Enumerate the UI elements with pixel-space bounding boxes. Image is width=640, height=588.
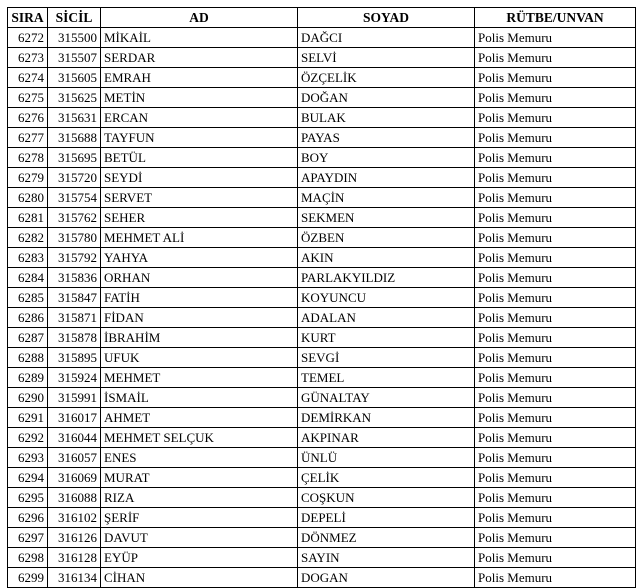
table-row xyxy=(8,48,636,68)
cell-sicil: 315605 xyxy=(48,68,101,88)
table-header-row xyxy=(8,8,636,28)
cell-soyad: AKIN xyxy=(298,248,475,268)
cell-sira: 6281 xyxy=(8,208,48,228)
cell-soyad: GÜNALTAY xyxy=(298,388,475,408)
cell-sicil: 316134 xyxy=(48,568,101,588)
cell-ad: MEHMET ALİ xyxy=(101,228,298,248)
cell-sira: 6283 xyxy=(8,248,48,268)
cell-sira: 6297 xyxy=(8,528,48,548)
cell-soyad: ÖZBEN xyxy=(298,228,475,248)
cell-sicil: 316102 xyxy=(48,508,101,528)
cell-soyad: SAYIN xyxy=(298,548,475,568)
cell-rutbe: Polis Memuru xyxy=(475,508,636,528)
cell-rutbe: Polis Memuru xyxy=(475,308,636,328)
cell-soyad: TEMEL xyxy=(298,368,475,388)
cell-sicil: 316088 xyxy=(48,488,101,508)
cell-ad: MURAT xyxy=(101,468,298,488)
cell-ad: TAYFUN xyxy=(101,128,298,148)
table-row xyxy=(8,248,636,268)
table-row xyxy=(8,88,636,108)
cell-sira: 6273 xyxy=(8,48,48,68)
cell-sicil: 316044 xyxy=(48,428,101,448)
cell-rutbe: Polis Memuru xyxy=(475,348,636,368)
cell-sicil: 315792 xyxy=(48,248,101,268)
cell-rutbe: Polis Memuru xyxy=(475,268,636,288)
cell-sira: 6288 xyxy=(8,348,48,368)
cell-sira: 6295 xyxy=(8,488,48,508)
table-row xyxy=(8,408,636,428)
cell-sicil: 315500 xyxy=(48,28,101,48)
cell-sicil: 315895 xyxy=(48,348,101,368)
cell-ad: ERCAN xyxy=(101,108,298,128)
cell-soyad: APAYDIN xyxy=(298,168,475,188)
cell-ad: EMRAH xyxy=(101,68,298,88)
table-row xyxy=(8,348,636,368)
cell-rutbe: Polis Memuru xyxy=(475,128,636,148)
cell-soyad: SEVGİ xyxy=(298,348,475,368)
cell-sira: 6274 xyxy=(8,68,48,88)
cell-rutbe: Polis Memuru xyxy=(475,448,636,468)
cell-rutbe: Polis Memuru xyxy=(475,248,636,268)
cell-ad: SEHER xyxy=(101,208,298,228)
cell-sira: 6292 xyxy=(8,428,48,448)
cell-sicil: 315762 xyxy=(48,208,101,228)
cell-ad: YAHYA xyxy=(101,248,298,268)
table-row xyxy=(8,208,636,228)
cell-ad: MEHMET SELÇUK xyxy=(101,428,298,448)
cell-ad: DAVUT xyxy=(101,528,298,548)
cell-rutbe: Polis Memuru xyxy=(475,548,636,568)
cell-ad: BETÜL xyxy=(101,148,298,168)
header-sira: SIRA xyxy=(8,8,48,28)
table-row xyxy=(8,328,636,348)
cell-sira: 6282 xyxy=(8,228,48,248)
cell-sicil: 315507 xyxy=(48,48,101,68)
cell-sira: 6276 xyxy=(8,108,48,128)
document-page xyxy=(7,7,635,588)
cell-rutbe: Polis Memuru xyxy=(475,168,636,188)
cell-ad: İSMAİL xyxy=(101,388,298,408)
cell-soyad: PARLAKYILDIZ xyxy=(298,268,475,288)
table-row xyxy=(8,388,636,408)
cell-sira: 6279 xyxy=(8,168,48,188)
cell-soyad: BOY xyxy=(298,148,475,168)
table-row xyxy=(8,308,636,328)
table-row xyxy=(8,368,636,388)
cell-sira: 6298 xyxy=(8,548,48,568)
table-row xyxy=(8,148,636,168)
cell-ad: RIZA xyxy=(101,488,298,508)
cell-ad: FATİH xyxy=(101,288,298,308)
cell-soyad: KURT xyxy=(298,328,475,348)
cell-sira: 6296 xyxy=(8,508,48,528)
cell-soyad: BULAK xyxy=(298,108,475,128)
cell-rutbe: Polis Memuru xyxy=(475,208,636,228)
cell-sira: 6285 xyxy=(8,288,48,308)
table-row xyxy=(8,468,636,488)
cell-rutbe: Polis Memuru xyxy=(475,408,636,428)
cell-sicil: 315688 xyxy=(48,128,101,148)
cell-sira: 6275 xyxy=(8,88,48,108)
cell-sicil: 315625 xyxy=(48,88,101,108)
cell-sira: 6289 xyxy=(8,368,48,388)
cell-rutbe: Polis Memuru xyxy=(475,108,636,128)
cell-rutbe: Polis Memuru xyxy=(475,68,636,88)
cell-ad: İBRAHİM xyxy=(101,328,298,348)
cell-rutbe: Polis Memuru xyxy=(475,88,636,108)
cell-rutbe: Polis Memuru xyxy=(475,528,636,548)
cell-ad: CİHAN xyxy=(101,568,298,588)
cell-sicil: 315871 xyxy=(48,308,101,328)
cell-sira: 6280 xyxy=(8,188,48,208)
table-row xyxy=(8,228,636,248)
cell-rutbe: Polis Memuru xyxy=(475,428,636,448)
cell-rutbe: Polis Memuru xyxy=(475,48,636,68)
cell-ad: FİDAN xyxy=(101,308,298,328)
cell-rutbe: Polis Memuru xyxy=(475,488,636,508)
table-row xyxy=(8,188,636,208)
cell-soyad: DOGAN xyxy=(298,568,475,588)
cell-sicil: 315631 xyxy=(48,108,101,128)
cell-sicil: 316057 xyxy=(48,448,101,468)
cell-soyad: DEMİRKAN xyxy=(298,408,475,428)
table-row xyxy=(8,288,636,308)
header-soyad: SOYAD xyxy=(298,8,475,28)
cell-soyad: ÖZÇELİK xyxy=(298,68,475,88)
cell-sira: 6293 xyxy=(8,448,48,468)
cell-sicil: 315780 xyxy=(48,228,101,248)
cell-soyad: SEKMEN xyxy=(298,208,475,228)
cell-sicil: 315878 xyxy=(48,328,101,348)
cell-sicil: 315924 xyxy=(48,368,101,388)
table-row xyxy=(8,488,636,508)
cell-sicil: 316128 xyxy=(48,548,101,568)
cell-soyad: KOYUNCU xyxy=(298,288,475,308)
cell-rutbe: Polis Memuru xyxy=(475,148,636,168)
table-row xyxy=(8,508,636,528)
cell-rutbe: Polis Memuru xyxy=(475,188,636,208)
header-rutbe: RÜTBE/UNVAN xyxy=(475,8,636,28)
cell-sira: 6278 xyxy=(8,148,48,168)
cell-rutbe: Polis Memuru xyxy=(475,228,636,248)
cell-ad: AHMET xyxy=(101,408,298,428)
cell-soyad: ADALAN xyxy=(298,308,475,328)
cell-ad: ORHAN xyxy=(101,268,298,288)
cell-sira: 6277 xyxy=(8,128,48,148)
cell-sicil: 316017 xyxy=(48,408,101,428)
cell-sira: 6291 xyxy=(8,408,48,428)
cell-rutbe: Polis Memuru xyxy=(475,368,636,388)
cell-rutbe: Polis Memuru xyxy=(475,288,636,308)
table-row xyxy=(8,528,636,548)
table-row xyxy=(8,268,636,288)
cell-sira: 6290 xyxy=(8,388,48,408)
cell-sira: 6287 xyxy=(8,328,48,348)
cell-sicil: 315695 xyxy=(48,148,101,168)
table-row xyxy=(8,568,636,588)
cell-sira: 6299 xyxy=(8,568,48,588)
cell-soyad: DOĞAN xyxy=(298,88,475,108)
table-row xyxy=(8,168,636,188)
cell-soyad: ÇELİK xyxy=(298,468,475,488)
cell-sicil: 316069 xyxy=(48,468,101,488)
cell-ad: SERDAR xyxy=(101,48,298,68)
cell-soyad: AKPINAR xyxy=(298,428,475,448)
personnel-table xyxy=(7,7,636,588)
cell-sicil: 315836 xyxy=(48,268,101,288)
cell-sira: 6286 xyxy=(8,308,48,328)
cell-sira: 6284 xyxy=(8,268,48,288)
header-ad: AD xyxy=(101,8,298,28)
cell-soyad: PAYAS xyxy=(298,128,475,148)
cell-ad: ENES xyxy=(101,448,298,468)
cell-rutbe: Polis Memuru xyxy=(475,468,636,488)
table-row xyxy=(8,108,636,128)
cell-soyad: MAÇİN xyxy=(298,188,475,208)
cell-sira: 6272 xyxy=(8,28,48,48)
cell-ad: MİKAİL xyxy=(101,28,298,48)
cell-soyad: ÜNLÜ xyxy=(298,448,475,468)
cell-sicil: 315754 xyxy=(48,188,101,208)
cell-rutbe: Polis Memuru xyxy=(475,388,636,408)
cell-ad: UFUK xyxy=(101,348,298,368)
table-row xyxy=(8,128,636,148)
cell-ad: ŞERİF xyxy=(101,508,298,528)
table-row xyxy=(8,448,636,468)
cell-ad: EYÜP xyxy=(101,548,298,568)
table-row xyxy=(8,28,636,48)
cell-soyad: SELVİ xyxy=(298,48,475,68)
cell-ad: SERVET xyxy=(101,188,298,208)
cell-soyad: DEPELİ xyxy=(298,508,475,528)
table-row xyxy=(8,68,636,88)
cell-rutbe: Polis Memuru xyxy=(475,568,636,588)
cell-soyad: DAĞCI xyxy=(298,28,475,48)
cell-rutbe: Polis Memuru xyxy=(475,328,636,348)
cell-rutbe: Polis Memuru xyxy=(475,28,636,48)
cell-soyad: COŞKUN xyxy=(298,488,475,508)
table-row xyxy=(8,428,636,448)
cell-ad: SEYDİ xyxy=(101,168,298,188)
table-row xyxy=(8,548,636,568)
header-sicil: SİCİL xyxy=(48,8,101,28)
cell-soyad: DÖNMEZ xyxy=(298,528,475,548)
cell-sira: 6294 xyxy=(8,468,48,488)
cell-sicil: 315720 xyxy=(48,168,101,188)
cell-sicil: 315991 xyxy=(48,388,101,408)
cell-ad: MEHMET xyxy=(101,368,298,388)
cell-ad: METİN xyxy=(101,88,298,108)
cell-sicil: 315847 xyxy=(48,288,101,308)
cell-sicil: 316126 xyxy=(48,528,101,548)
